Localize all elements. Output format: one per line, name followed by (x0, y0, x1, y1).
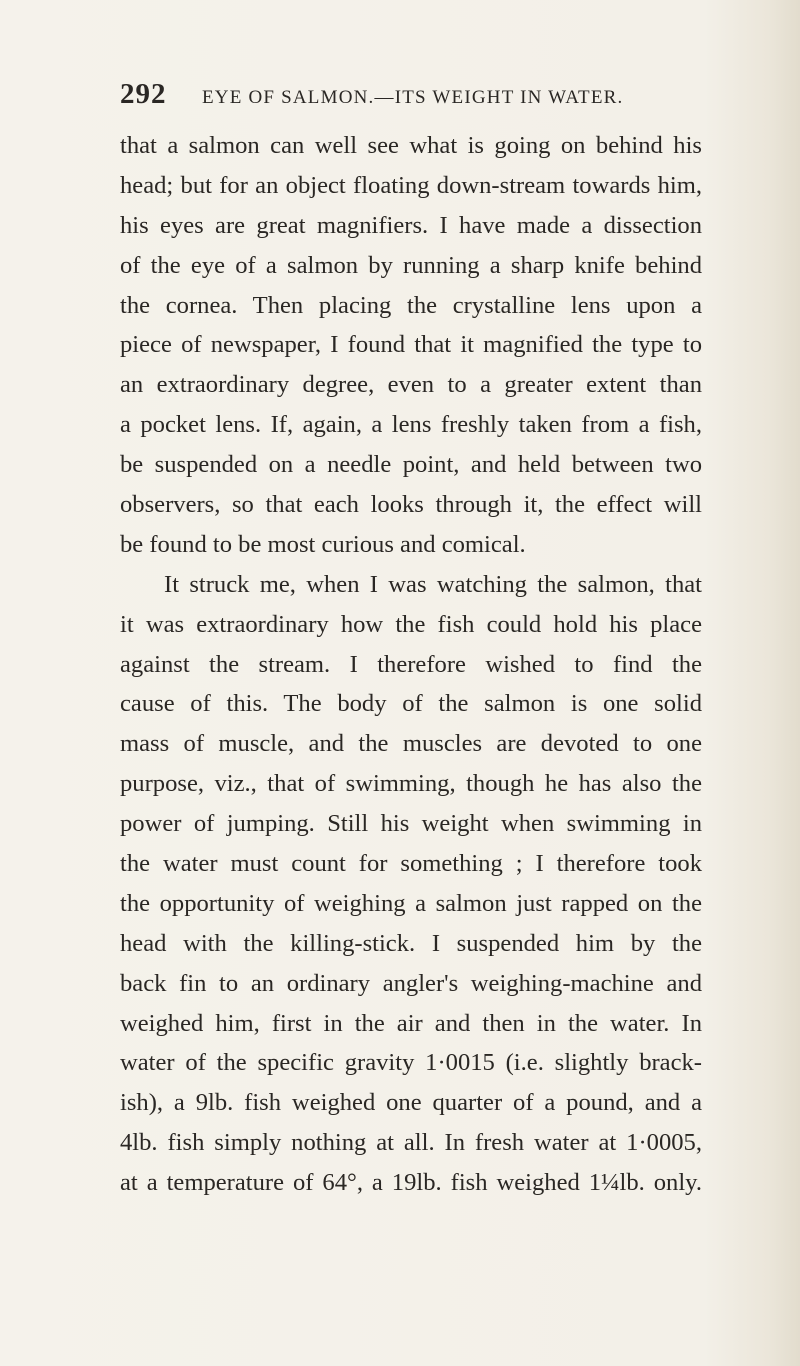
text-line: ish), a 9lb. fish weighed one quarter of a pound, and a (120, 1089, 702, 1117)
running-head: EYE OF SALMON.—ITS WEIGHT IN WATER. (202, 87, 624, 108)
text-line: cause of this. The body of the salmon is one solid (120, 690, 702, 718)
text-line: it was extraordinary how the fish could hold his place (120, 610, 702, 638)
text-line: observers, so that each looks through it, the effect will (120, 491, 702, 519)
text-line: be suspended on a needle point, and held between two (120, 451, 702, 479)
text-line: that a salmon can well see what is going on behind his (120, 132, 702, 159)
text-line: be found to be most curious and comical. (120, 530, 526, 558)
text-line: his eyes are great magnifiers. I have made a dissection (120, 211, 702, 239)
text-line: a pocket lens. If, again, a lens freshly taken from a fish, (120, 411, 702, 439)
text-line: back fin to an ordinary angler's weighing-machine and (120, 969, 702, 997)
text-line: weighed him, first in the air and then in the water. In (120, 1009, 702, 1037)
text-line: against the stream. I therefore wished to find the (120, 650, 702, 678)
text-line: the water must count for something ; I therefore took (120, 850, 702, 878)
text-line: power of jumping. Still his weight when swimming in (120, 810, 702, 838)
text-line: at a temperature of 64°, a 19lb. fish weighed 1¼lb. only. (120, 1169, 702, 1197)
text-line: the opportunity of weighing a salmon just rapped on the (120, 889, 702, 917)
page-number: 292 (120, 78, 167, 110)
text-line: piece of newspaper, I found that it magnified the type to (120, 331, 702, 359)
text-line: the cornea. Then placing the crystalline lens upon a (120, 291, 702, 319)
text-line: head with the killing-stick. I suspended him by the (120, 929, 702, 957)
text-line: 4lb. fish simply nothing at all. In fresh water at 1·0005, (120, 1129, 702, 1157)
text-line: purpose, viz., that of swimming, though he has also the (120, 770, 702, 798)
page-header (120, 78, 720, 118)
text-line: mass of muscle, and the muscles are devoted to one (120, 730, 702, 758)
body-text (120, 126, 702, 1203)
text-line: of the eye of a salmon by running a sharp knife behind (120, 251, 702, 279)
text-line: an extraordinary degree, even to a greater extent than (120, 371, 702, 399)
text-line: head; but for an object floating down-stream towards him, (120, 171, 702, 199)
text-line: water of the specific gravity 1·0015 (i.e. slightly brack- (120, 1049, 702, 1077)
text-line: It struck me, when I was watching the salmon, that (164, 570, 702, 598)
